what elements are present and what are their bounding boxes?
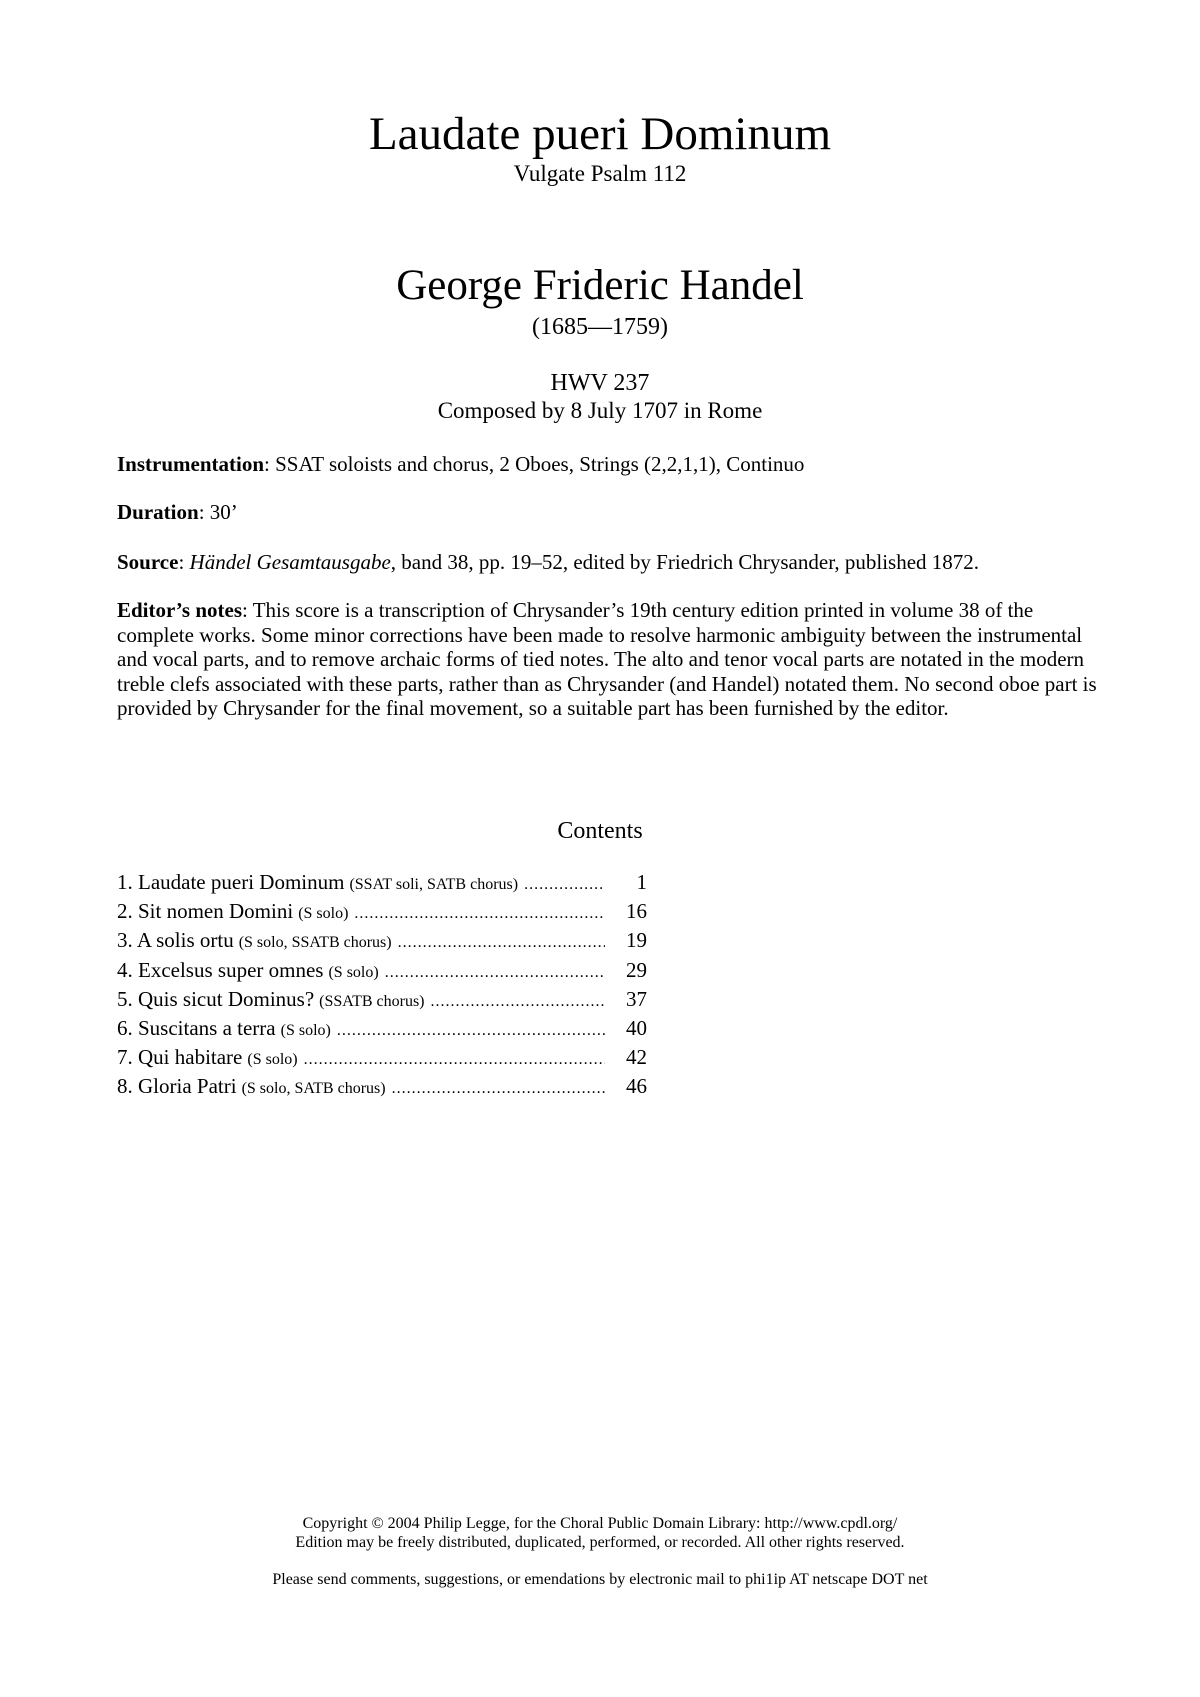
toc-item-voices: (SSAT soli, SATB chorus)	[349, 876, 519, 893]
toc-item	[117, 926, 647, 955]
toc-item	[117, 868, 647, 897]
toc-item-page: 42	[626, 1045, 647, 1070]
toc-item-title: 1. Laudate pueri Dominum	[117, 870, 345, 894]
editors-notes-field	[117, 598, 1097, 721]
toc-item	[117, 1072, 647, 1101]
toc-item-voices: (SSATB chorus)	[319, 992, 425, 1010]
toc-dot-leader	[431, 987, 605, 1016]
toc-item-voices: (S solo, SSATB chorus)	[238, 934, 392, 952]
page-subtitle: Vulgate Psalm 112	[513, 161, 687, 186]
rights-notice: Edition may be freely distributed, duplicated, performed, or recorded. All other rights reserved.	[295, 1534, 905, 1551]
toc-dot-leader	[524, 870, 605, 899]
composition-date: Composed by 8 July 1707 in Rome	[437, 398, 763, 423]
duration-label: Duration	[117, 500, 199, 524]
toc-item-voices: (S solo)	[328, 963, 379, 981]
toc-item	[117, 897, 647, 926]
toc-dot-leader	[385, 958, 605, 987]
toc-item-voices: (S solo)	[247, 1051, 298, 1069]
toc-item	[117, 1043, 647, 1072]
contact-notice: Please send comments, suggestions, or emendations by electronic mail to phi1ip AT netscape DOT net	[272, 1571, 928, 1588]
toc-item-page: 40	[626, 1015, 647, 1040]
toc-dot-leader	[392, 1074, 605, 1103]
toc-item	[117, 985, 647, 1014]
toc-item-title: 5. Quis sicut Dominus?	[117, 986, 315, 1011]
toc-item	[117, 956, 647, 985]
toc-item-voices: (S solo)	[298, 905, 349, 923]
source-value: , band 38, pp. 19–52, edited by Friedrich Chrysander, published 1872.	[390, 550, 980, 574]
editors-notes-label: Editor’s notes	[117, 598, 243, 622]
source-field	[117, 550, 1077, 575]
toc-item-title: 6. Suscitans a terra	[117, 1015, 276, 1040]
source-label: Source	[117, 550, 179, 574]
toc-item-page: 29	[626, 957, 647, 982]
toc-item-title: 4. Excelsus super omnes	[117, 957, 324, 982]
table-of-contents	[117, 868, 647, 1102]
toc-item-title: 7. Qui habitare	[117, 1045, 243, 1070]
page-title: Laudate pueri Dominum	[368, 108, 832, 160]
catalog-number: HWV 237	[550, 370, 650, 396]
toc-item-page: 16	[626, 899, 647, 924]
toc-dot-leader	[337, 1016, 605, 1045]
toc-item-page: 46	[626, 1074, 647, 1099]
toc-dot-leader	[354, 899, 605, 928]
instrumentation-value: : SSAT soloists and chorus, 2 Oboes, Strings (2,2,1,1), Continuo	[264, 452, 805, 476]
toc-item-page: 19	[626, 928, 647, 953]
toc-dot-leader	[304, 1045, 605, 1074]
composer-dates: (1685—1759)	[532, 314, 668, 340]
toc-item-voices: (S solo, SATB chorus)	[241, 1080, 386, 1098]
copyright-notice: Copyright © 2004 Philip Legge, for the Choral Public Domain Library: http://www.cpdl.org/	[302, 1515, 898, 1532]
toc-dot-leader	[398, 928, 605, 957]
contents-heading: Contents	[557, 818, 643, 844]
source-title: Händel Gesamtausgabe	[189, 550, 391, 574]
composer-name: George Frideric Handel	[396, 262, 804, 309]
source-separator: :	[178, 550, 190, 574]
duration-field	[117, 500, 1077, 525]
instrumentation-label: Instrumentation	[117, 452, 265, 476]
toc-item	[117, 1014, 647, 1043]
toc-item-voices: (S solo)	[280, 1021, 331, 1039]
toc-item-title: 2. Sit nomen Domini	[117, 899, 294, 924]
toc-item-page: 37	[626, 986, 647, 1011]
toc-item-title: 3. A solis ortu	[117, 928, 234, 953]
toc-item-page: 1	[636, 870, 647, 894]
editors-notes-value: : This score is a transcription of Chrysander’s 19th century edition printed in volume 38 of the complete works. Some minor corrections have been made to resolve harmonic ambiguity between the instrumental and vocal parts, and to remove archaic forms of tied notes. The alto and tenor vocal parts are notated in the modern treble clefs associated with these parts, rather than as Chrysander (and Handel) notated them. No second oboe part is provided by Chrysander for the final movement, so a suitable part has been furnished by the editor.	[117, 598, 1097, 720]
duration-value: : 30’	[198, 500, 238, 524]
instrumentation-field	[117, 452, 1077, 477]
toc-item-title: 8. Gloria Patri	[117, 1074, 237, 1099]
